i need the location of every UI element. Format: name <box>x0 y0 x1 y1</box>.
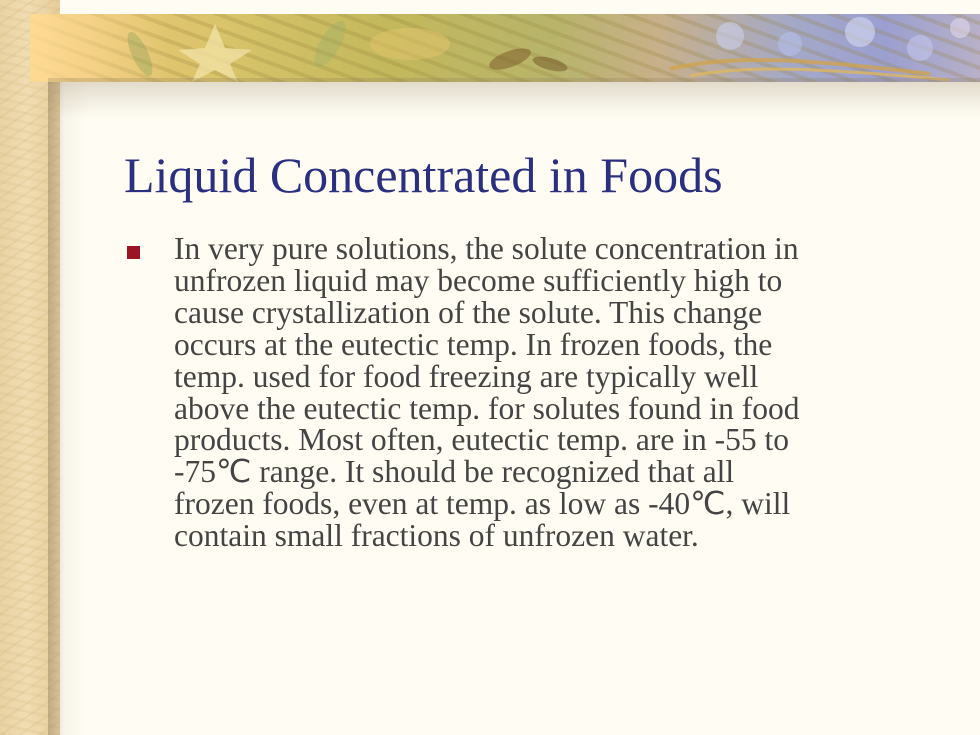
header-flowers-image <box>30 14 980 82</box>
bullet-line: above the eutectic temp. for solutes found in food <box>174 390 800 426</box>
bullet-line: -75℃ range. It should be recognized that all <box>174 454 735 490</box>
header-shadow <box>48 78 980 118</box>
bullet-line: occurs at the eutectic temp. In frozen foods, the <box>174 326 773 362</box>
bullet-line: contain small fractions of unfrozen water. <box>174 518 699 554</box>
square-bullet-icon <box>127 246 140 259</box>
bullet-line: In very pure solutions, the solute concentration in <box>174 231 799 266</box>
bullet-line: cause crystallization of the solute. This change <box>174 294 763 330</box>
bullet-line: products. Most often, eutectic temp. are in -55 to <box>174 422 789 458</box>
bullet-line: unfrozen liquid may become sufficiently high to <box>174 262 783 298</box>
bullet-line: frozen foods, even at temp. as low as -40℃, will <box>174 486 791 522</box>
decorative-header-banner <box>30 14 980 82</box>
bullet-paragraph <box>174 233 954 552</box>
left-shadow <box>48 80 88 735</box>
bullet-line: temp. used for food freezing are typically well <box>174 358 759 394</box>
slide-title: Liquid Concentrated in Foods <box>124 147 723 203</box>
